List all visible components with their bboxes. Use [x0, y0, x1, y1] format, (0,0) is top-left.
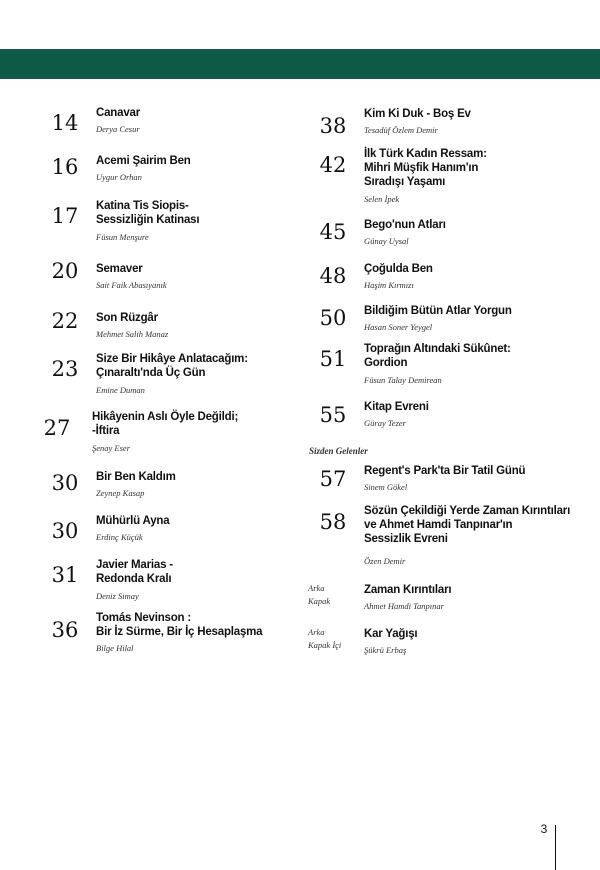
- entry-author: Bilge Hilal: [96, 643, 134, 653]
- entry-author: Uygur Orhan: [96, 172, 142, 182]
- entry-author: Füsun Talay Demirean: [364, 375, 442, 385]
- page-number-ref: 42: [319, 153, 347, 177]
- entry-author: Haşim Kırmızı: [364, 280, 414, 290]
- entry-author: Güray Tezer: [364, 418, 406, 428]
- entry-author: Şükrü Erbaş: [364, 645, 407, 655]
- page-number-ref: 45: [319, 220, 347, 244]
- entry-title: Sözün Çekildiği Yerde Zaman Kırıntıları ve Ahmet Hamdi Tanpınar'ın Sessizlik Evreni: [364, 505, 571, 545]
- entry-title: Acemi Şairim Ben: [96, 155, 191, 167]
- entry-author: Şenay Eser: [92, 443, 131, 453]
- cover-label-line2: Kapak: [308, 596, 331, 606]
- page-number-ref: 27: [43, 416, 71, 440]
- page-number-ref: 16: [51, 155, 79, 179]
- entry-author: Özen Demir: [364, 556, 406, 566]
- entry-title: Bir Ben Kaldım: [96, 471, 176, 483]
- entry-author: Mehmet Salih Manaz: [96, 329, 169, 339]
- page-number-rule: [555, 825, 556, 870]
- page-number: 3: [540, 822, 548, 836]
- entry-author: Hasan Soner Yeygel: [364, 322, 433, 332]
- entry-title: Bego'nun Atları: [364, 219, 446, 231]
- entry-title: Kim Ki Duk - Boş Ev: [364, 108, 471, 120]
- entry-author: Füsun Menşure: [96, 232, 149, 242]
- page-number-ref: 36: [51, 618, 79, 642]
- entry-author: Günay Uysal: [364, 236, 409, 246]
- entry-title: Mühürlü Ayna: [96, 515, 170, 527]
- entry-author: Selen İpek: [364, 194, 400, 204]
- page-number-ref: 50: [319, 306, 347, 330]
- page-number-ref: 20: [51, 259, 79, 283]
- entry-title: Son Rüzgâr: [96, 312, 158, 324]
- page-number-ref: 22: [51, 309, 79, 333]
- entry-title: Canavar: [96, 107, 140, 119]
- page-number-ref: 14: [51, 111, 79, 135]
- entry-title: Javier Marias - Redonda Kralı: [96, 559, 173, 585]
- entry-title: Semaver: [96, 263, 143, 275]
- section-heading: Sizden Gelenler: [309, 446, 368, 456]
- page-number-ref: 30: [51, 471, 79, 495]
- entry-title: Tomás Nevinson : Bir İz Sürme, Bir İç Hesaplaşma: [96, 612, 263, 638]
- page-number-ref: 17: [51, 204, 79, 228]
- page-number-ref: 23: [51, 357, 79, 381]
- entry-title: Regent's Park'ta Bir Tatil Günü: [364, 465, 526, 477]
- cover-label-line1: Arka: [308, 583, 325, 593]
- entry-author: Emine Duman: [96, 385, 145, 395]
- entry-author: Deniz Simay: [96, 591, 139, 601]
- entry-author: Derya Cesur: [96, 124, 140, 134]
- entry-title: Kitap Evreni: [364, 401, 429, 413]
- page-number-ref: 30: [51, 519, 79, 543]
- entry-title: Çoğulda Ben: [364, 263, 433, 275]
- cover-label-line2: Kapak İçi: [308, 640, 342, 650]
- page-number-ref: 55: [319, 403, 347, 427]
- entry-author: Sinem Gökel: [364, 482, 408, 492]
- entry-title: Katina Tis Siopis- Sessizliğin Katinası: [96, 200, 200, 226]
- entry-author: Erdinç Küçük: [96, 532, 143, 542]
- cover-label-line1: Arka: [308, 627, 325, 637]
- page-number-ref: 51: [319, 347, 347, 371]
- entry-author: Tesadüf Özlem Demir: [364, 125, 438, 135]
- entry-author: Zeynep Kasap: [96, 488, 145, 498]
- page-number-ref: 48: [319, 264, 347, 288]
- header-bar: [0, 49, 600, 79]
- entry-title: Zaman Kırıntıları: [364, 584, 452, 596]
- entry-author: Sait Faik Abasıyanık: [96, 280, 167, 290]
- cover-label: [308, 582, 358, 608]
- entry-title: Hikâyenin Aslı Öyle Değildi; -İftira: [92, 411, 239, 437]
- page-number-ref: 57: [319, 467, 347, 491]
- page-number-ref: 38: [319, 114, 347, 138]
- entry-title: İlk Türk Kadın Ressam: Mihri Müşfik Hanım'ın Sıradışı Yaşamı: [364, 148, 487, 188]
- cover-label: [308, 626, 358, 652]
- entry-title: Bildiğim Bütün Atlar Yorgun: [364, 305, 512, 317]
- entry-title: Toprağın Altındaki Sükûnet: Gordion: [364, 343, 511, 369]
- page-number-ref: 31: [51, 563, 79, 587]
- entry-author: Ahmet Hamdi Tanpınar: [364, 601, 444, 611]
- entry-title: Kar Yağışı: [364, 628, 418, 640]
- page-number-ref: 58: [319, 510, 347, 534]
- entry-title: Size Bir Hikâye Anlatacağım: Çınaraltı'nda Üç Gün: [96, 353, 248, 379]
